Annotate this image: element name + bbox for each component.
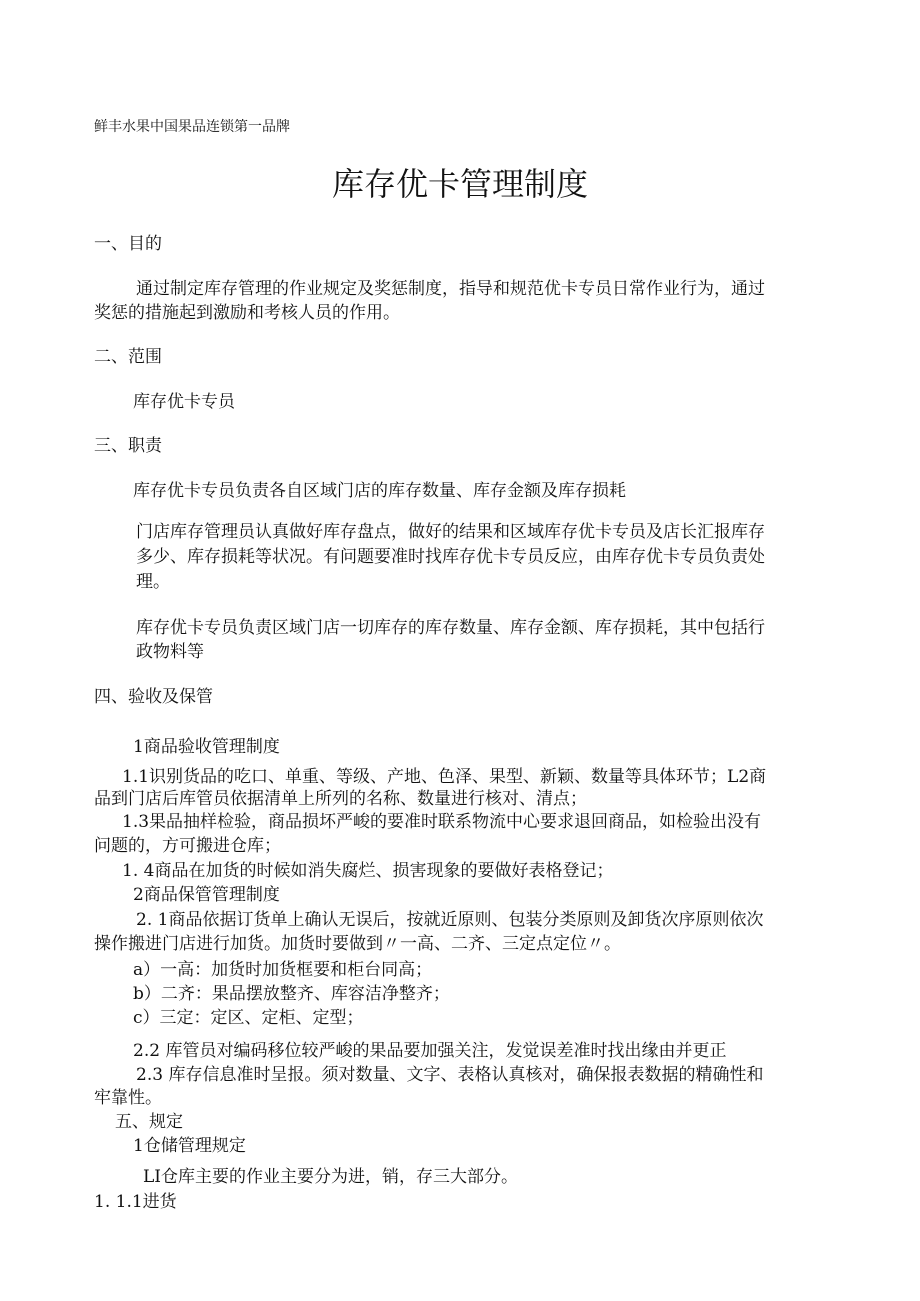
paragraph-line: 1仓储管理规定 <box>133 1136 246 1156</box>
brand-header: 鲜丰水果中国果品连锁第一品牌 <box>94 119 290 135</box>
paragraph-line: 库存优卡专员 <box>133 392 235 412</box>
paragraph-line: 政物料等 <box>136 642 204 662</box>
paragraph-line: 操作搬进门店进行加货。加货时要做到〃一高、二齐、三定点定位〃。 <box>94 934 621 954</box>
paragraph-line: 2商品保管管理制度 <box>133 885 280 905</box>
paragraph-line: 1商品验收管理制度 <box>133 737 280 757</box>
paragraph-line: 通过制定库存管理的作业规定及奖惩制度，指导和规范优卡专员日常作业行为，通过 <box>136 279 765 299</box>
section-heading: 四、验收及保管 <box>94 687 213 707</box>
paragraph-line: 多少、库存损耗等状况。有问题要准时找库存优卡专员反应，由库存优卡专员负责处 <box>136 547 765 567</box>
paragraph-line: 1. 4商品在加货的时候如消失腐烂、损害现象的要做好表格登记； <box>122 861 614 881</box>
page-title: 库存优卡管理制度 <box>331 165 588 203</box>
list-item: a）一高：加货时加货框要和柜台同高； <box>133 960 433 980</box>
paragraph-line: 1.1识别货品的吃口、单重、等级、产地、色泽、果型、新颖、数量等具体环节；L2商 <box>122 767 767 787</box>
paragraph-line: 理。 <box>136 572 170 592</box>
paragraph-line: 问题的，方可搬进仓库； <box>94 836 281 856</box>
list-item: b）二齐：果品摆放整齐、库容洁净整齐； <box>133 984 450 1004</box>
paragraph-line: 2.3 库存信息准时呈报。须对数量、文字、表格认真核对，确保报表数据的精确性和 <box>136 1065 764 1085</box>
section-heading: 一、目的 <box>94 234 162 254</box>
section-heading: 二、范围 <box>94 347 162 367</box>
section-heading: 三、职责 <box>94 436 162 456</box>
paragraph-line: 库存优卡专员负责区域门店一切库存的库存数量、库存金额、库存损耗，其中包括行 <box>136 618 765 638</box>
paragraph-line: LI仓库主要的作业主要分为进，销，存三大部分。 <box>143 1167 519 1187</box>
paragraph-line: 1.3果品抽样检验，商品损坏严峻的要准时联系物流中心要求退回商品，如检验出没有 <box>122 812 762 832</box>
paragraph-line: 奖惩的措施起到激励和考核人员的作用。 <box>94 303 400 323</box>
paragraph-line: 2.2 库管员对编码移位较严峻的果品要加强关注，发觉误差准时找出缘由并更正 <box>133 1041 727 1061</box>
paragraph-line: 牢靠性。 <box>94 1088 162 1108</box>
list-item: c）三定：定区、定柜、定型； <box>133 1008 364 1028</box>
paragraph-line: 品到门店后库管员依据清单上所列的名称、数量进行核对、清点； <box>94 789 587 809</box>
paragraph-line: 1. 1.1进货 <box>94 1192 177 1212</box>
paragraph-line: 库存优卡专员负责各自区域门店的库存数量、库存金额及库存损耗 <box>133 481 626 501</box>
section-heading: 五、规定 <box>115 1112 183 1132</box>
paragraph-line: 2. 1商品依据订货单上确认无误后，按就近原则、包装分类原则及卸货次序原则依次 <box>136 910 764 930</box>
paragraph-line: 门店库存管理员认真做好库存盘点，做好的结果和区域库存优卡专员及店长汇报库存 <box>136 522 765 542</box>
